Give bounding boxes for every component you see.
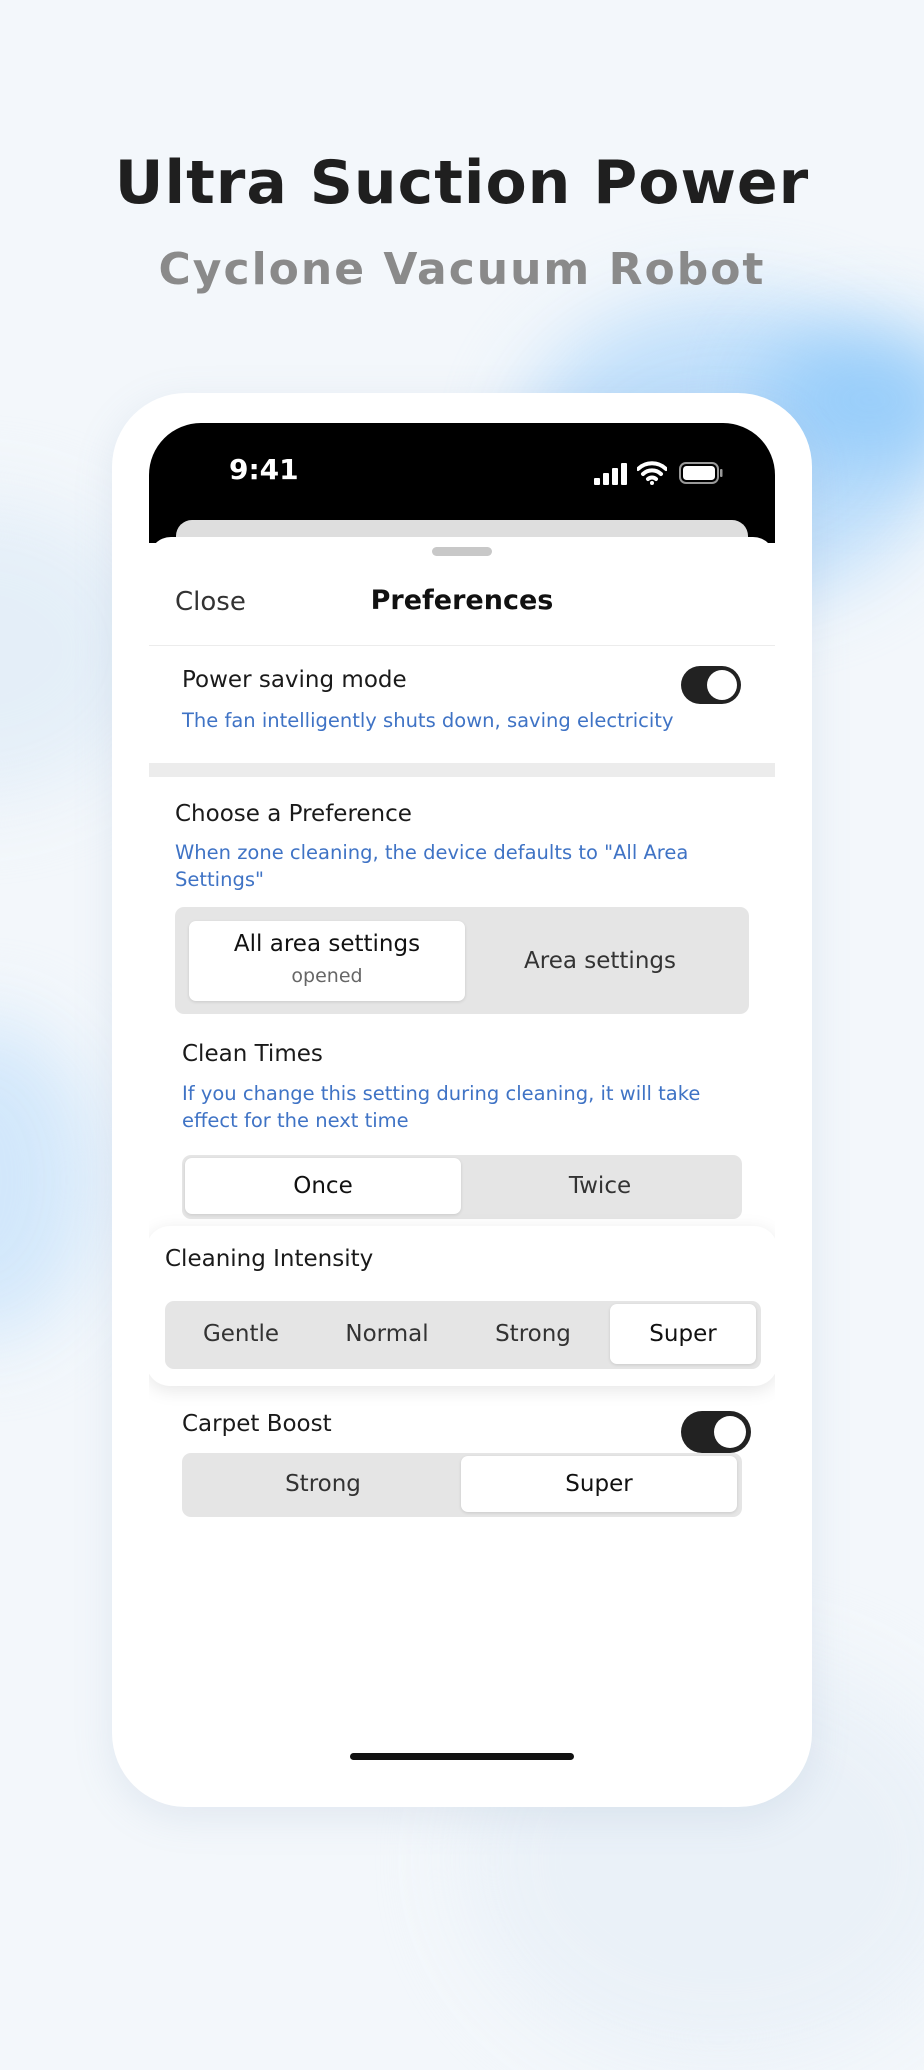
battery-icon	[679, 461, 723, 485]
option-label: All area settings	[233, 931, 421, 957]
preference-label: Choose a Preference	[175, 801, 412, 827]
option-status: opened	[291, 965, 363, 987]
clean-times-segmented-control	[182, 1155, 742, 1219]
hero-title: Ultra Suction Power	[114, 148, 810, 218]
cleaning-intensity-segmented-control	[165, 1301, 761, 1369]
preference-description: When zone cleaning, the device defaults to "All Area Settings"	[175, 841, 689, 891]
preference-segmented-control	[175, 907, 749, 1014]
close-button[interactable]: Close	[175, 587, 246, 617]
divider	[149, 645, 775, 646]
wifi-icon	[637, 461, 667, 485]
cleaning-intensity-card	[149, 1226, 775, 1386]
power-saving-label: Power saving mode	[182, 667, 407, 693]
option-super[interactable]: Super	[610, 1304, 756, 1364]
background-blob	[0, 1020, 100, 1340]
clean-times-label: Clean Times	[182, 1041, 323, 1067]
option-normal[interactable]: Normal	[345, 1321, 429, 1347]
power-saving-toggle[interactable]	[681, 666, 741, 704]
option-once[interactable]: Once	[185, 1158, 461, 1214]
option-all-area-settings[interactable]	[189, 921, 465, 1001]
phone-screen	[149, 423, 775, 1783]
toggle-knob	[714, 1416, 746, 1448]
option-strong[interactable]: Strong	[285, 1471, 361, 1497]
option-strong[interactable]: Strong	[495, 1321, 571, 1347]
status-bar	[149, 423, 775, 543]
preferences-sheet	[149, 537, 775, 1783]
cellular-signal-icon	[594, 463, 628, 485]
option-area-settings[interactable]: Area settings	[524, 948, 676, 974]
phone-frame	[112, 393, 812, 1807]
section-separator	[149, 763, 775, 777]
carpet-boost-label: Carpet Boost	[182, 1411, 332, 1437]
sheet-grabber[interactable]	[432, 547, 492, 556]
power-saving-description: The fan intelligently shuts down, saving electricity	[182, 709, 674, 732]
option-gentle[interactable]: Gentle	[202, 1321, 280, 1347]
cleaning-intensity-label: Cleaning Intensity	[165, 1246, 374, 1272]
home-indicator[interactable]	[350, 1753, 574, 1760]
hero-subtitle: Cyclone Vacuum Robot	[158, 244, 766, 295]
status-time: 9:41	[229, 453, 299, 486]
carpet-boost-toggle[interactable]	[681, 1411, 751, 1453]
toggle-knob	[707, 670, 737, 700]
option-twice[interactable]: Twice	[568, 1173, 632, 1199]
sheet-title: Preferences	[370, 585, 554, 616]
clean-times-description: If you change this setting during cleaning, it will take effect for the next time	[182, 1082, 701, 1132]
option-super[interactable]: Super	[461, 1456, 737, 1512]
carpet-boost-segmented-control	[182, 1453, 742, 1517]
